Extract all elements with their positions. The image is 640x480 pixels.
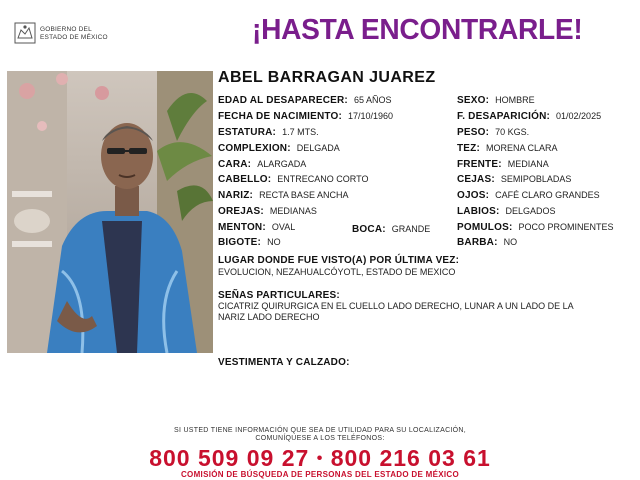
- field-label: PESO:: [457, 127, 490, 138]
- field-labios: [457, 206, 556, 217]
- field-value: 70 KGS.: [495, 127, 530, 137]
- field-label: EDAD AL DESAPARECER:: [218, 95, 348, 106]
- field-label: FRENTE:: [457, 159, 502, 170]
- field-label: OREJAS:: [218, 206, 264, 217]
- field-label: COMPLEXION:: [218, 143, 291, 154]
- field-value: 01/02/2025: [556, 111, 602, 121]
- field-orejas: [218, 206, 317, 217]
- field-value: GRANDE: [391, 224, 431, 234]
- field-value: SEMIPOBLADAS: [500, 174, 572, 184]
- field-value: DELGADOS: [505, 206, 556, 216]
- commission-name: COMISIÓN DE BÚSQUEDA DE PERSONAS DEL ESTADO DE MÉXICO: [180, 470, 459, 479]
- field-label: BARBA:: [457, 237, 498, 248]
- field-value: MEDIANA: [507, 159, 549, 169]
- field-value: ENTRECANO CORTO: [277, 174, 369, 184]
- logo-line-2: ESTADO DE MÉXICO: [40, 34, 108, 41]
- marks-line-2: NARIZ LADO DERECHO: [218, 312, 320, 322]
- field-value: HOMBRE: [495, 95, 535, 105]
- field-label: LABIOS:: [457, 206, 500, 217]
- person-name: ABEL BARRAGAN JUAREZ: [218, 69, 436, 86]
- field-estatura: [218, 127, 319, 138]
- phone-separator: •: [316, 450, 324, 467]
- field-frente: [457, 159, 549, 170]
- marks-label: SEÑAS PARTICULARES:: [218, 290, 340, 301]
- field-label: SEXO:: [457, 95, 490, 106]
- field-edad: [218, 95, 391, 106]
- field-cara: [218, 159, 306, 170]
- field-cabello: [218, 174, 368, 185]
- field-barba: [457, 237, 517, 248]
- field-value: ALARGADA: [257, 159, 307, 169]
- field-fecha-desaparicion: [457, 111, 601, 122]
- phone-number-1[interactable]: 800 509 09 27: [149, 445, 310, 471]
- field-value: 65 AÑOS: [353, 95, 392, 105]
- last-seen-label: LUGAR DONDE FUE VISTO(A) POR ÚLTIMA VEZ:: [218, 255, 460, 266]
- field-label: POMULOS:: [457, 222, 513, 233]
- field-complexion: [218, 143, 340, 154]
- field-value: MORENA CLARA: [486, 143, 558, 153]
- field-value: NO: [267, 237, 281, 247]
- field-value: CAFÉ CLARO GRANDES: [495, 190, 600, 200]
- contact-note-line-1: SI USTED TIENE INFORMACIÓN QUE SEA DE UTILIDAD PARA SU LOCALIZACIÓN,: [173, 427, 467, 434]
- field-label: MENTON:: [218, 222, 266, 233]
- field-bigote: [218, 237, 281, 248]
- missing-person-photo: [7, 71, 213, 353]
- field-value: MEDIANAS: [269, 206, 317, 216]
- logo-text: [40, 26, 108, 42]
- marks-line-1: CICATRIZ QUIRURGICA EN EL CUELLO LADO DERECHO, LUNAR A UN LADO DE LA: [218, 301, 574, 311]
- clothing-label: VESTIMENTA Y CALZADO:: [218, 357, 350, 368]
- field-label: CEJAS:: [457, 174, 495, 185]
- field-ojos: [457, 190, 600, 201]
- field-value: 17/10/1960: [348, 111, 394, 121]
- field-boca: [352, 224, 430, 235]
- field-menton: [218, 222, 295, 233]
- field-label: NARIZ:: [218, 190, 254, 201]
- government-logo: [14, 22, 124, 48]
- field-value: OVAL: [271, 222, 296, 232]
- field-label: BIGOTE:: [218, 237, 262, 248]
- last-seen-location: EVOLUCION, NEZAHUALCÓYOTL, ESTADO DE MEXICO: [218, 267, 456, 277]
- field-label: F. DESAPARICIÓN:: [457, 111, 551, 122]
- field-tez: [457, 143, 558, 154]
- headline: ¡HASTA ENCONTRARLE!: [252, 14, 583, 46]
- field-label: CABELLO:: [218, 174, 272, 185]
- field-label: FECHA DE NACIMIENTO:: [218, 111, 342, 122]
- field-value: NO: [503, 237, 518, 247]
- field-label: BOCA:: [352, 224, 386, 235]
- field-fecha-nacimiento: [218, 111, 393, 122]
- state-seal-icon: [14, 22, 36, 44]
- field-value: RECTA BASE ANCHA: [259, 190, 349, 200]
- field-value: POCO PROMINENTES: [518, 222, 614, 232]
- field-label: TEZ:: [457, 143, 481, 154]
- field-label: ESTATURA:: [218, 127, 277, 138]
- contact-note-line-2: COMUNÍQUESE A LOS TELÉFONOS:: [255, 435, 385, 442]
- logo-line-1: GOBIERNO DEL: [40, 26, 92, 33]
- field-nariz: [218, 190, 348, 201]
- field-label: CARA:: [218, 159, 252, 170]
- phone-number-2[interactable]: 800 216 03 61: [330, 445, 491, 471]
- phone-numbers: [0, 445, 640, 472]
- field-sexo: [457, 95, 535, 106]
- field-pomulos: [457, 222, 614, 233]
- field-cejas: [457, 174, 571, 185]
- field-value: DELGADA: [296, 143, 340, 153]
- field-label: OJOS:: [457, 190, 490, 201]
- field-peso: [457, 127, 529, 138]
- field-value: 1.7 MTS.: [282, 127, 319, 137]
